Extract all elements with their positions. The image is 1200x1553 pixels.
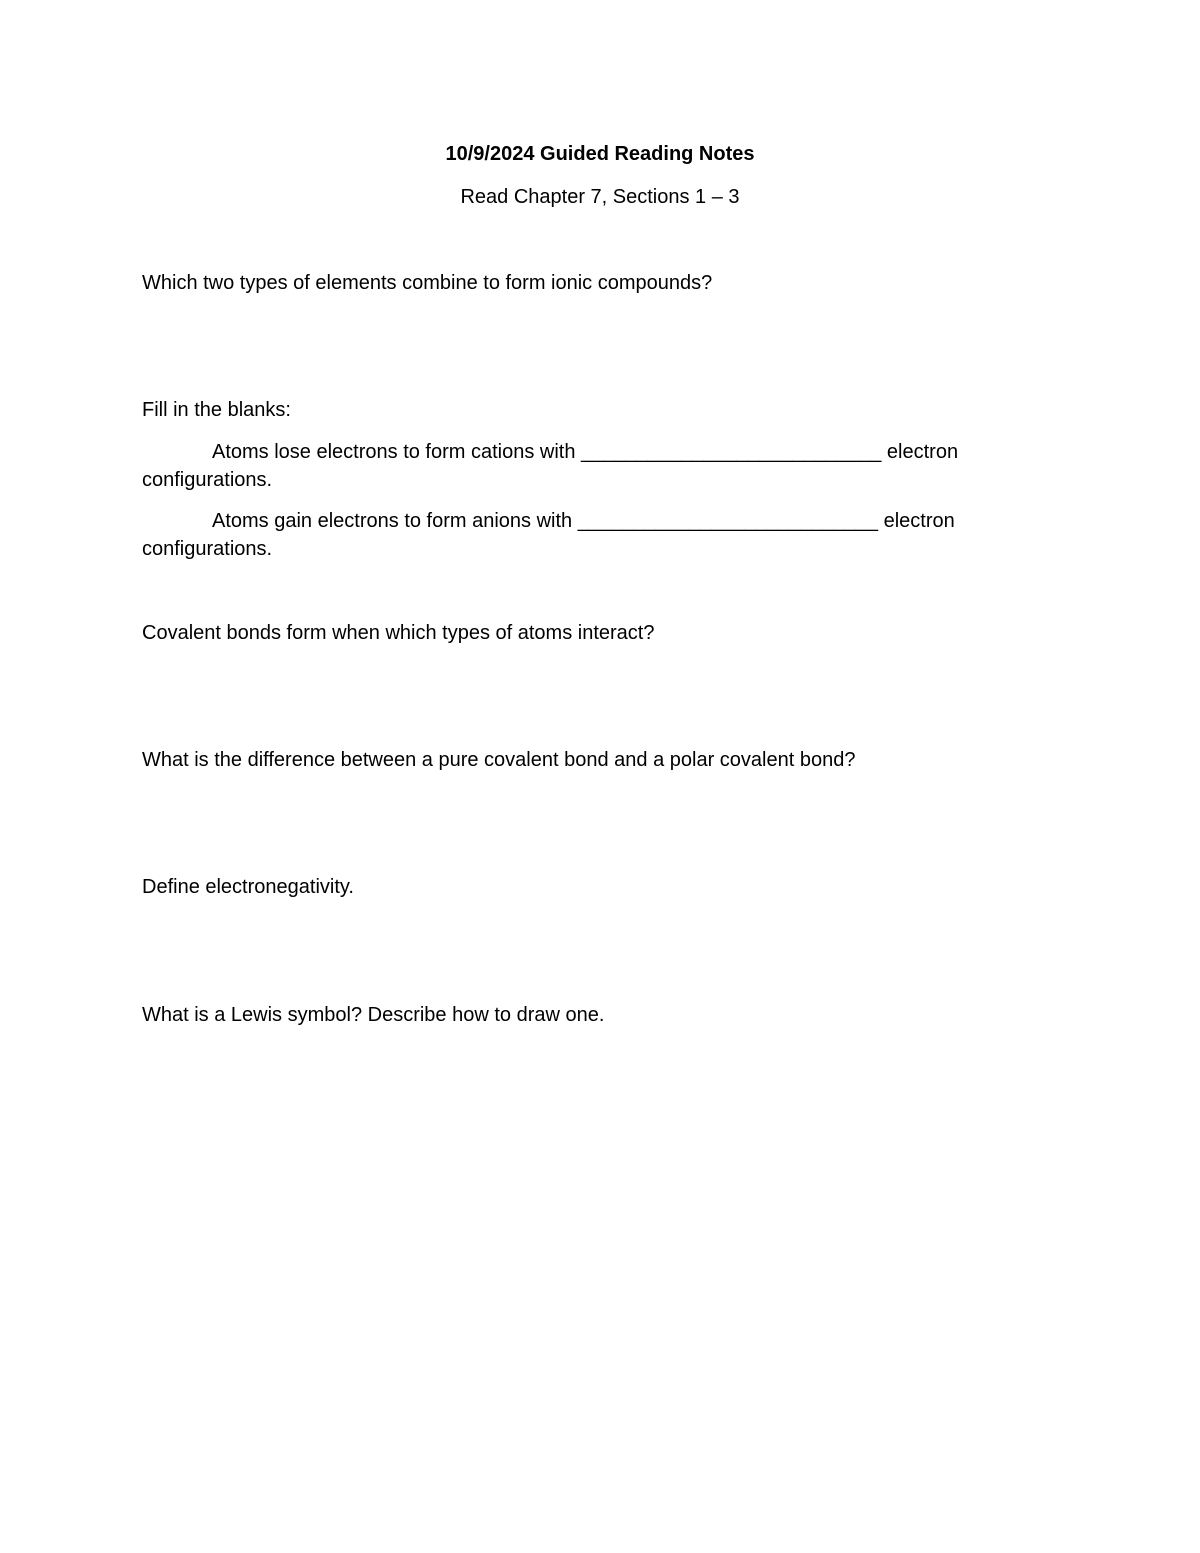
fill-blank-anions: Atoms gain electrons to form anions with ___________________________ electron (212, 510, 955, 532)
document-subtitle: Read Chapter 7, Sections 1 – 3 (460, 186, 740, 208)
fill-blank-cations-continued: configurations. (142, 469, 273, 491)
question-pure-vs-polar: What is the difference between a pure covalent bond and a polar covalent bond? (142, 749, 856, 771)
fill-in-heading: Fill in the blanks: (142, 399, 291, 421)
question-lewis-symbol: What is a Lewis symbol? Describe how to draw one. (142, 1004, 605, 1026)
fill-blank-anions-continued: configurations. (142, 538, 273, 560)
question-ionic-compounds: Which two types of elements combine to form ionic compounds? (142, 272, 713, 294)
question-electronegativity: Define electronegativity. (142, 876, 354, 898)
fill-blank-cations: Atoms lose electrons to form cations with ___________________________ electron (212, 441, 959, 463)
question-covalent-bonds: Covalent bonds form when which types of atoms interact? (142, 622, 655, 644)
document-title: 10/9/2024 Guided Reading Notes (445, 143, 755, 165)
